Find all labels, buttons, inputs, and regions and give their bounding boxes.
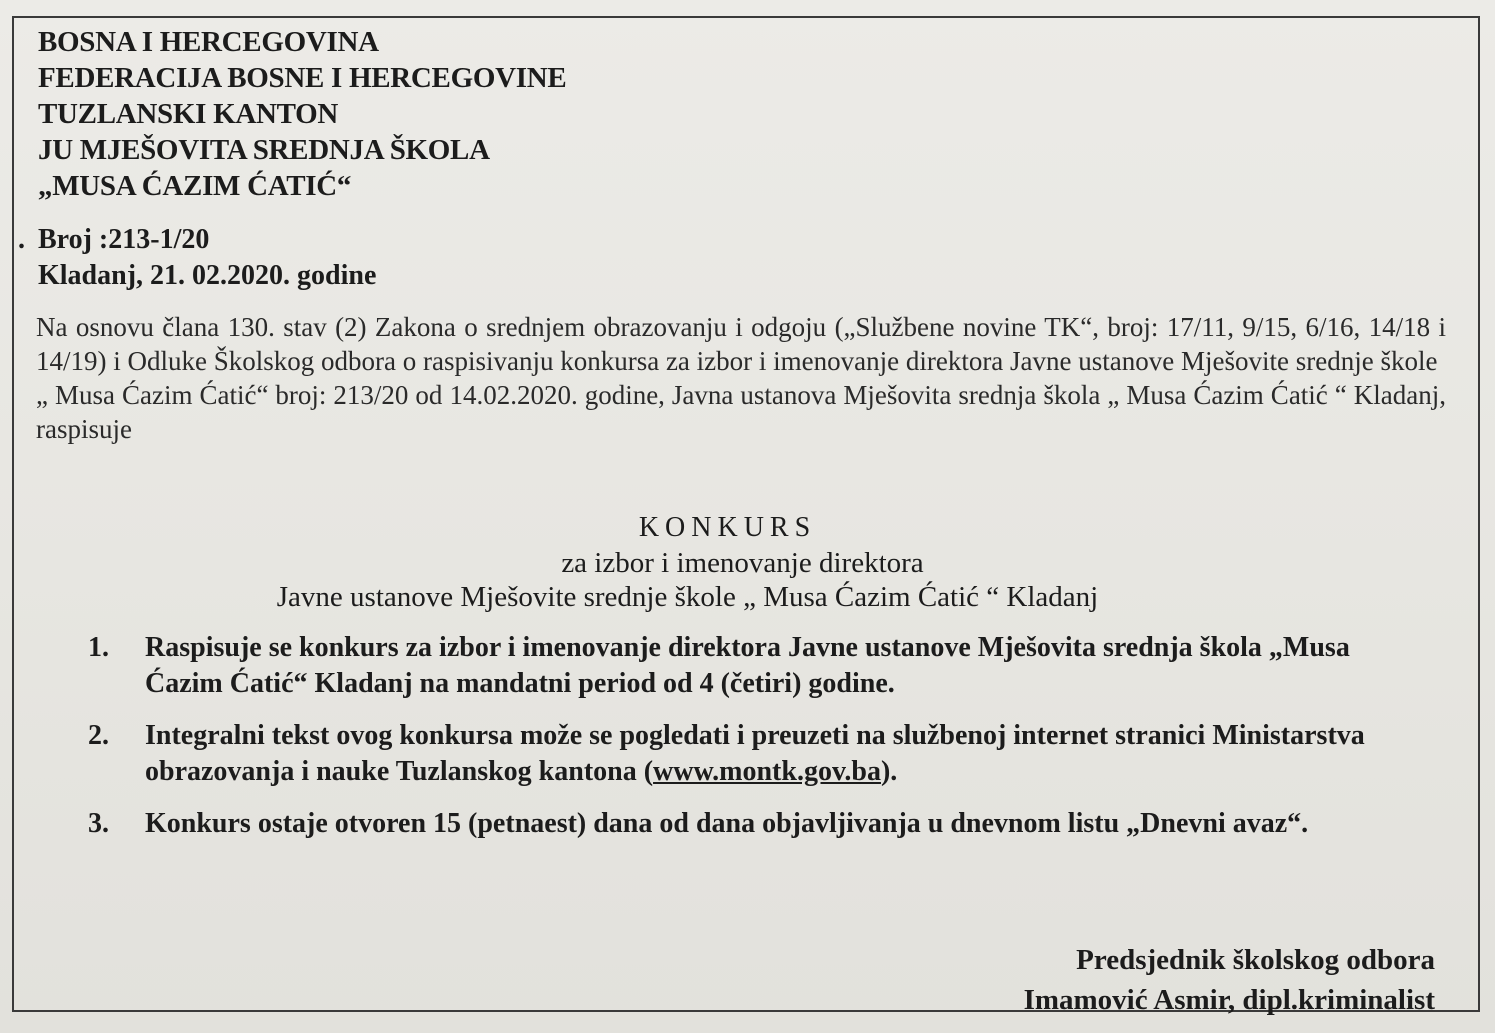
konkurs-title: KONKURS	[638, 512, 817, 543]
list-item-text: Raspisuje se konkurs za izbor i imenovanje direktora Javne ustanove Mješovita srednja škola „Musa Ćazim Ćatić“ Kladanj na mandatni period od 4 (četiri) godine.	[145, 632, 1350, 699]
list-item-number: 2.	[88, 720, 109, 751]
list-item-text: Konkurs ostaje otvoren 15 (petnaest) dana od dana objavljivanja u dnevnom listu „Dnevni avaz“.	[145, 808, 1309, 839]
header-line-canton: TUZLANSKI KANTON	[38, 98, 339, 130]
signature-role: Predsjednik školskog odbora	[1076, 944, 1435, 976]
bullet-dot-icon: .	[18, 224, 25, 255]
signature-name: Imamović Asmir, dipl.kriminalist	[1023, 984, 1435, 1016]
document-place-date: Kladanj, 21. 02.2020. godine	[38, 260, 377, 291]
intro-paragraph	[36, 310, 1446, 446]
institution-header	[38, 24, 566, 204]
header-line-federation: FEDERACIJA BOSNE I HERCEGOVINE	[38, 62, 567, 94]
document-number: Broj :213-1/20	[38, 224, 210, 255]
signature-block	[1024, 940, 1435, 1020]
intro-text-1: Na osnovu člana 130. stav (2) Zakona o srednjem obrazovanju i odgoju („Službene novine TK“, broj: 17/11, 9/15, 6/16, 14/18 i 14/19) i Odluke Školskog odbora o raspisivanju konkursa za izbor i imenovanje direktora Javne ustanove Mješovite srednje škole	[36, 312, 1446, 376]
intro-text-2: „ Musa Ćazim Ćatić“ broj: 213/20 od 14.02.2020. godine, Javna ustanova Mješovita srednja škola „ Musa Ćazim Ćatić “ Kladanj, raspisuje	[36, 380, 1446, 444]
list-item	[88, 806, 1408, 842]
header-line-country: BOSNA I HERCEGOVINA	[38, 26, 379, 58]
list-item	[88, 630, 1408, 702]
list-item-number: 3.	[88, 808, 109, 839]
konkurs-subtitle-1: za izbor i imenovanje direktora	[561, 547, 924, 579]
document-meta	[18, 222, 377, 294]
konkurs-subtitle-2: Javne ustanove Mješovite srednje škole „ Musa Ćazim Ćatić “ Kladanj	[276, 581, 1099, 613]
list-item-number: 1.	[88, 632, 109, 663]
ministry-website-link[interactable]: www.montk.gov.ba	[653, 756, 881, 787]
list-item	[88, 718, 1408, 790]
header-line-school-type: JU MJEŠOVITA SREDNJA ŠKOLA	[38, 134, 490, 166]
list-item-text-before: Integralni tekst ovog konkursa može se pogledati i preuzeti na službenoj internet stranici Ministarstva obrazovanja i nauke Tuzlanskog kantona (	[145, 720, 1365, 787]
konkurs-items	[88, 630, 1408, 858]
konkurs-title-block	[0, 510, 1495, 614]
header-line-school-name: „MUSA ĆAZIM ĆATIĆ“	[38, 170, 352, 202]
list-item-text-after: ).	[880, 756, 898, 787]
